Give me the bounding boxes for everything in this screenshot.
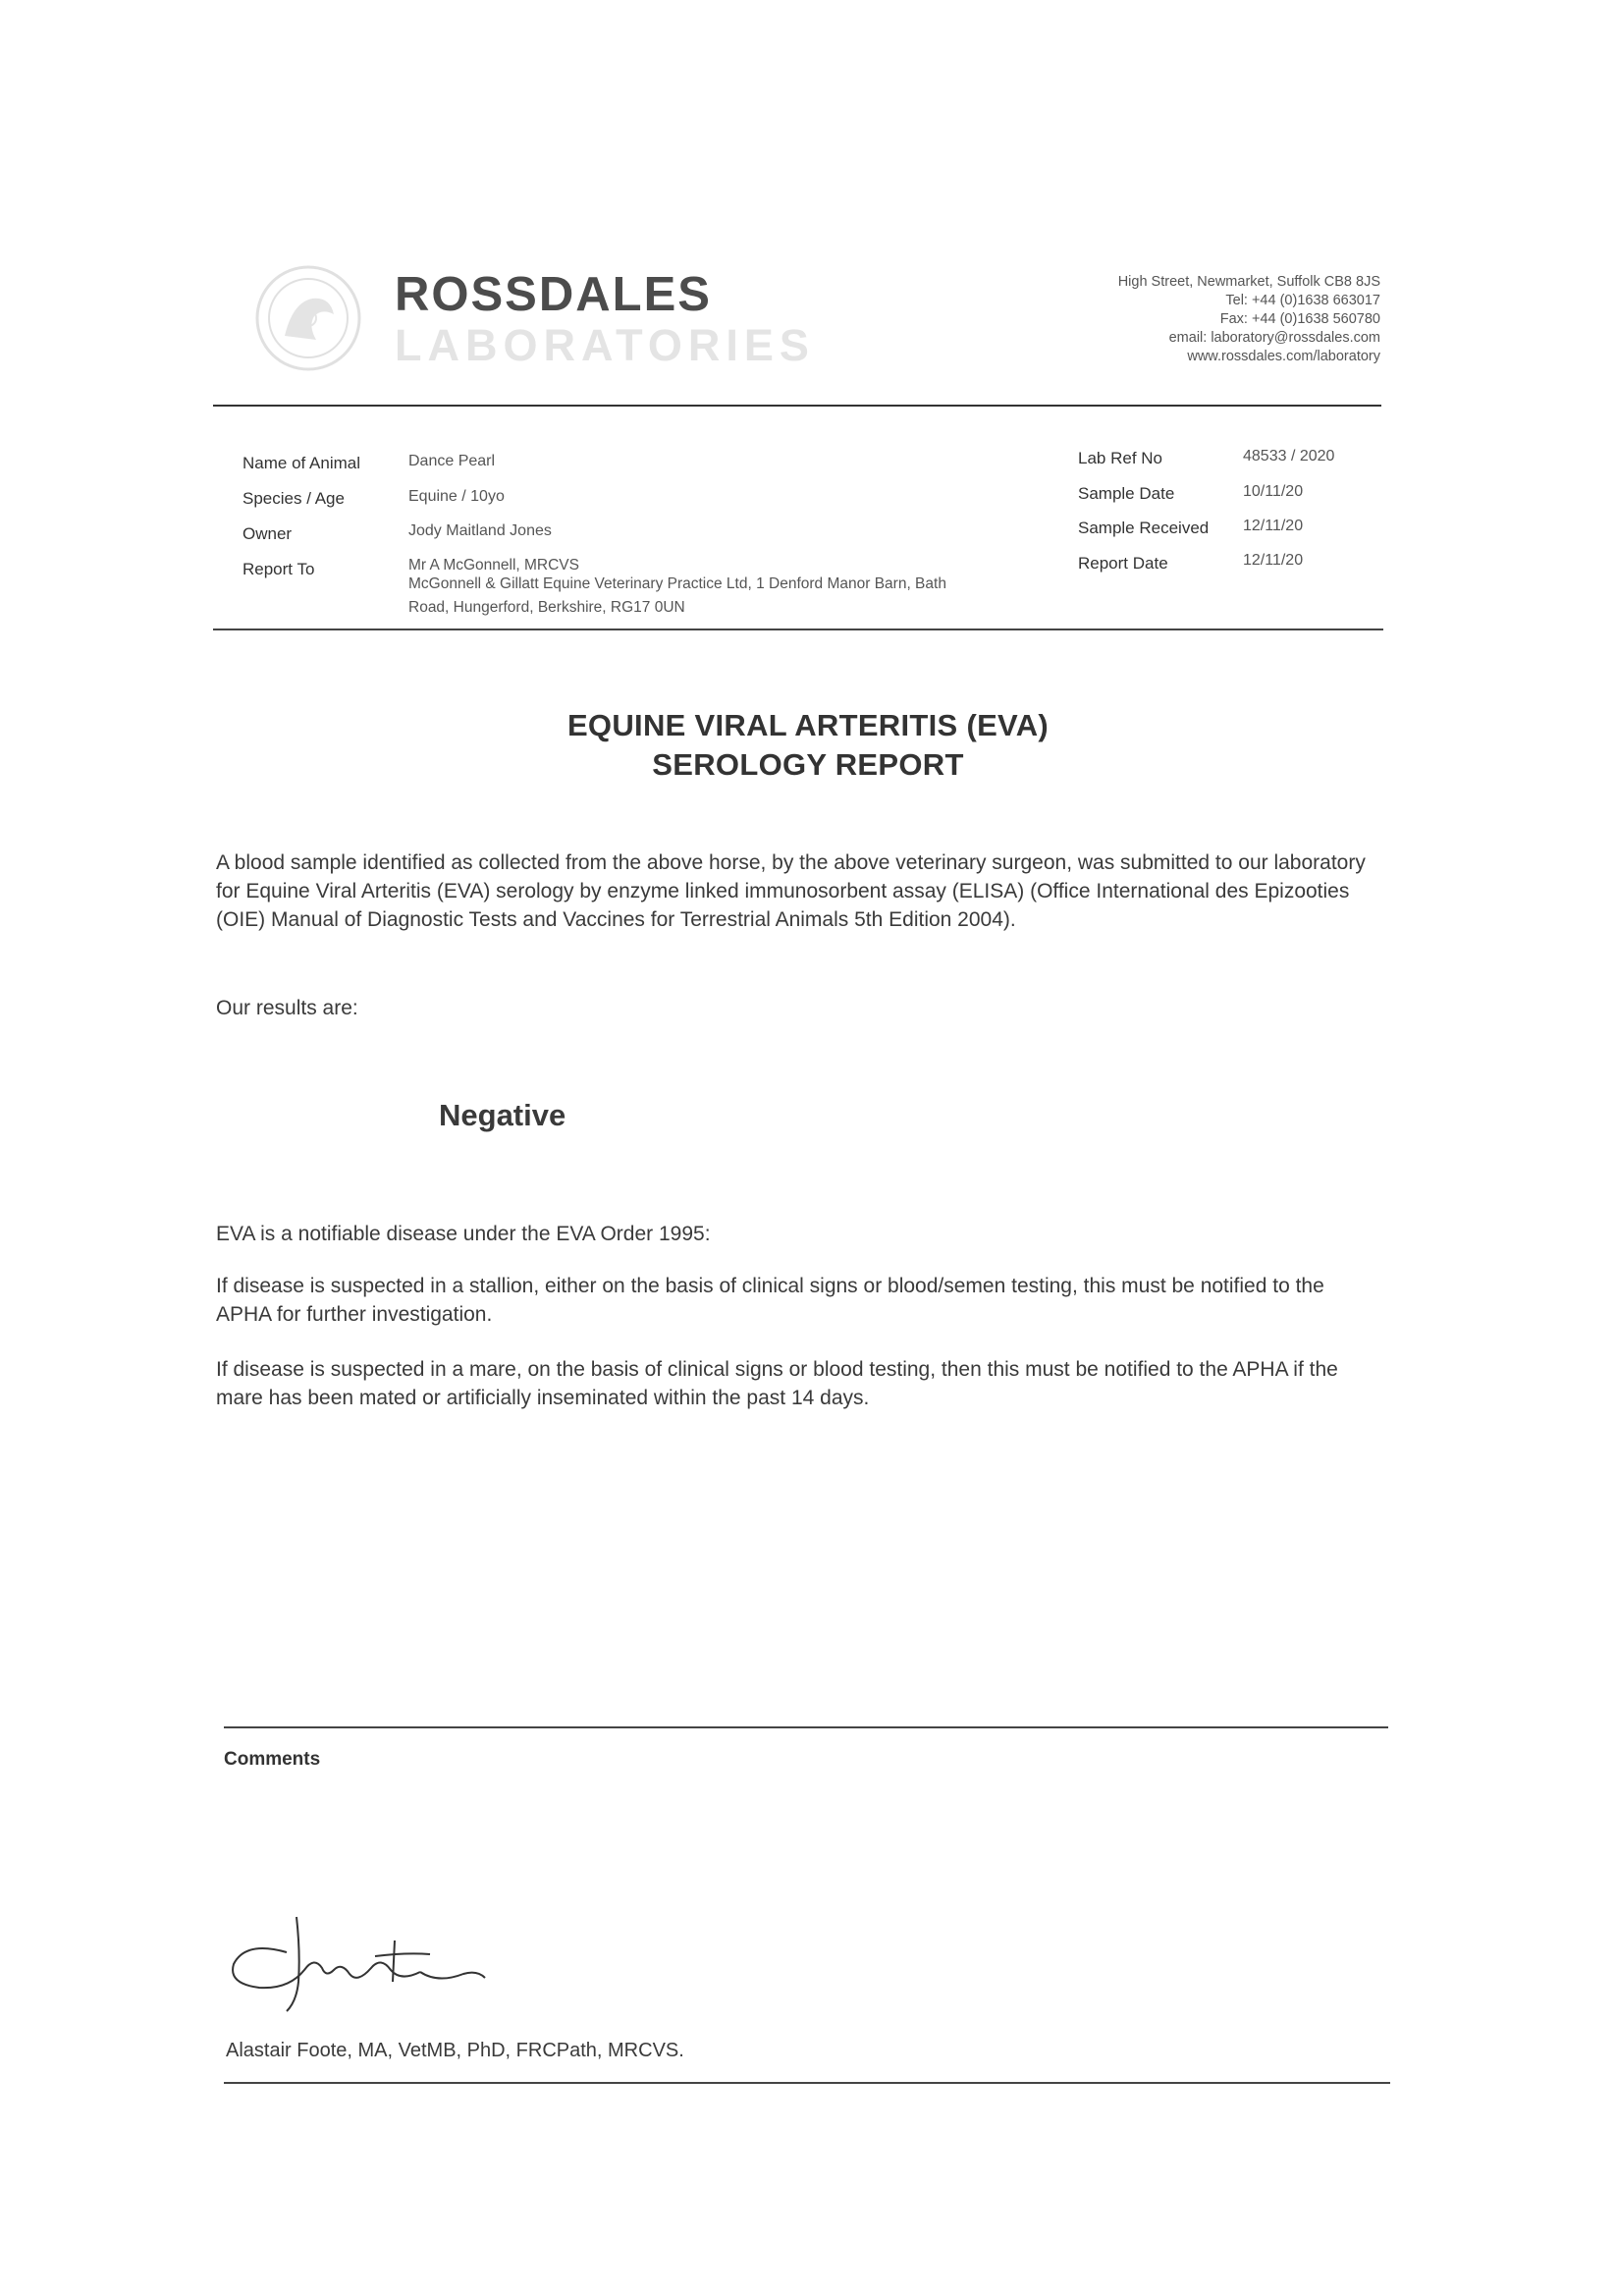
report-to-address-cont: Road, Hungerford, Berkshire, RG17 0UN [408, 599, 685, 616]
brand-name: ROSSDALES [395, 268, 712, 321]
stallion-note: If disease is suspected in a stallion, either on the basis of clinical signs or blood/semen testing, this must be notified to the APHA for further investigation. [216, 1275, 1324, 1326]
lab-ref-label: Lab Ref No [1078, 449, 1162, 467]
sample-date-value: 10/11/20 [1243, 483, 1304, 500]
name-label: Name of Animal [242, 454, 360, 472]
address-fax: Fax: +44 (0)1638 560780 [1219, 311, 1380, 327]
lab-ref-value: 48533 / 2020 [1243, 448, 1335, 465]
lab-address [1118, 273, 1380, 366]
brand-subtitle: LABORATORIES [395, 320, 815, 370]
report-date-label: Report Date [1078, 554, 1168, 573]
owner-label: Owner [242, 524, 293, 543]
name-value: Dance Pearl [408, 453, 496, 469]
comments-label: Comments [224, 1749, 321, 1770]
sample-date-label: Sample Date [1078, 484, 1175, 503]
address-web: www.rossdales.com/laboratory [1187, 349, 1380, 364]
signature-divider [224, 2082, 1390, 2084]
address-email: email: laboratory@rossdales.com [1168, 330, 1380, 346]
address-tel: Tel: +44 (0)1638 663017 [1225, 293, 1380, 308]
mare-note: If disease is suspected in a mare, on the basis of clinical signs or blood testing, then this must be notified to the APHA if the mare has been mated or artificially inseminated within the past 14 days. [216, 1358, 1338, 1409]
test-result: Negative [439, 1098, 566, 1132]
results-lead: Our results are: [216, 997, 358, 1019]
intro-paragraph: A blood sample identified as collected from the above horse, by the above veterinary surgeon, was submitted to our laboratory for Equine Viral Arteritis (EVA) serology by enzyme linked immunosorbent assay (ELISA) (Office International des Epizooties (OIE) Manual of Diagnostic Tests and Vaccines for Terrestrial Animals 5th Edition 2004). [216, 851, 1366, 931]
species-value: Equine / 10yo [408, 488, 505, 505]
notifiable-statement: EVA is a notifiable disease under the EVA Order 1995: [216, 1223, 711, 1245]
report-title: EQUINE VIRAL ARTERITIS (EVA) [566, 708, 1050, 742]
sample-received-value: 12/11/20 [1243, 518, 1304, 534]
report-subtitle: SEROLOGY REPORT [652, 747, 964, 782]
species-label: Species / Age [242, 489, 345, 508]
signer-name: Alastair Foote, MA, VetMB, PhD, FRCPath, MRCVS. [226, 2040, 684, 2061]
comments-divider [224, 1726, 1388, 1728]
report-to-label: Report To [242, 560, 315, 578]
owner-value: Jody Maitland Jones [408, 522, 552, 539]
signature-image [228, 1913, 532, 2016]
report-to-name: Mr A McGonnell, MRCVS [408, 557, 579, 574]
report-to-address: McGonnell & Gillatt Equine Veterinary Practice Ltd, 1 Denford Manor Barn, Bath [408, 575, 946, 592]
header-divider [213, 405, 1381, 407]
sample-received-label: Sample Received [1078, 519, 1210, 537]
crest-logo-icon [253, 263, 363, 373]
address-line: High Street, Newmarket, Suffolk CB8 8JS [1117, 274, 1380, 290]
report-date-value: 12/11/20 [1243, 552, 1304, 569]
details-divider [213, 629, 1383, 630]
